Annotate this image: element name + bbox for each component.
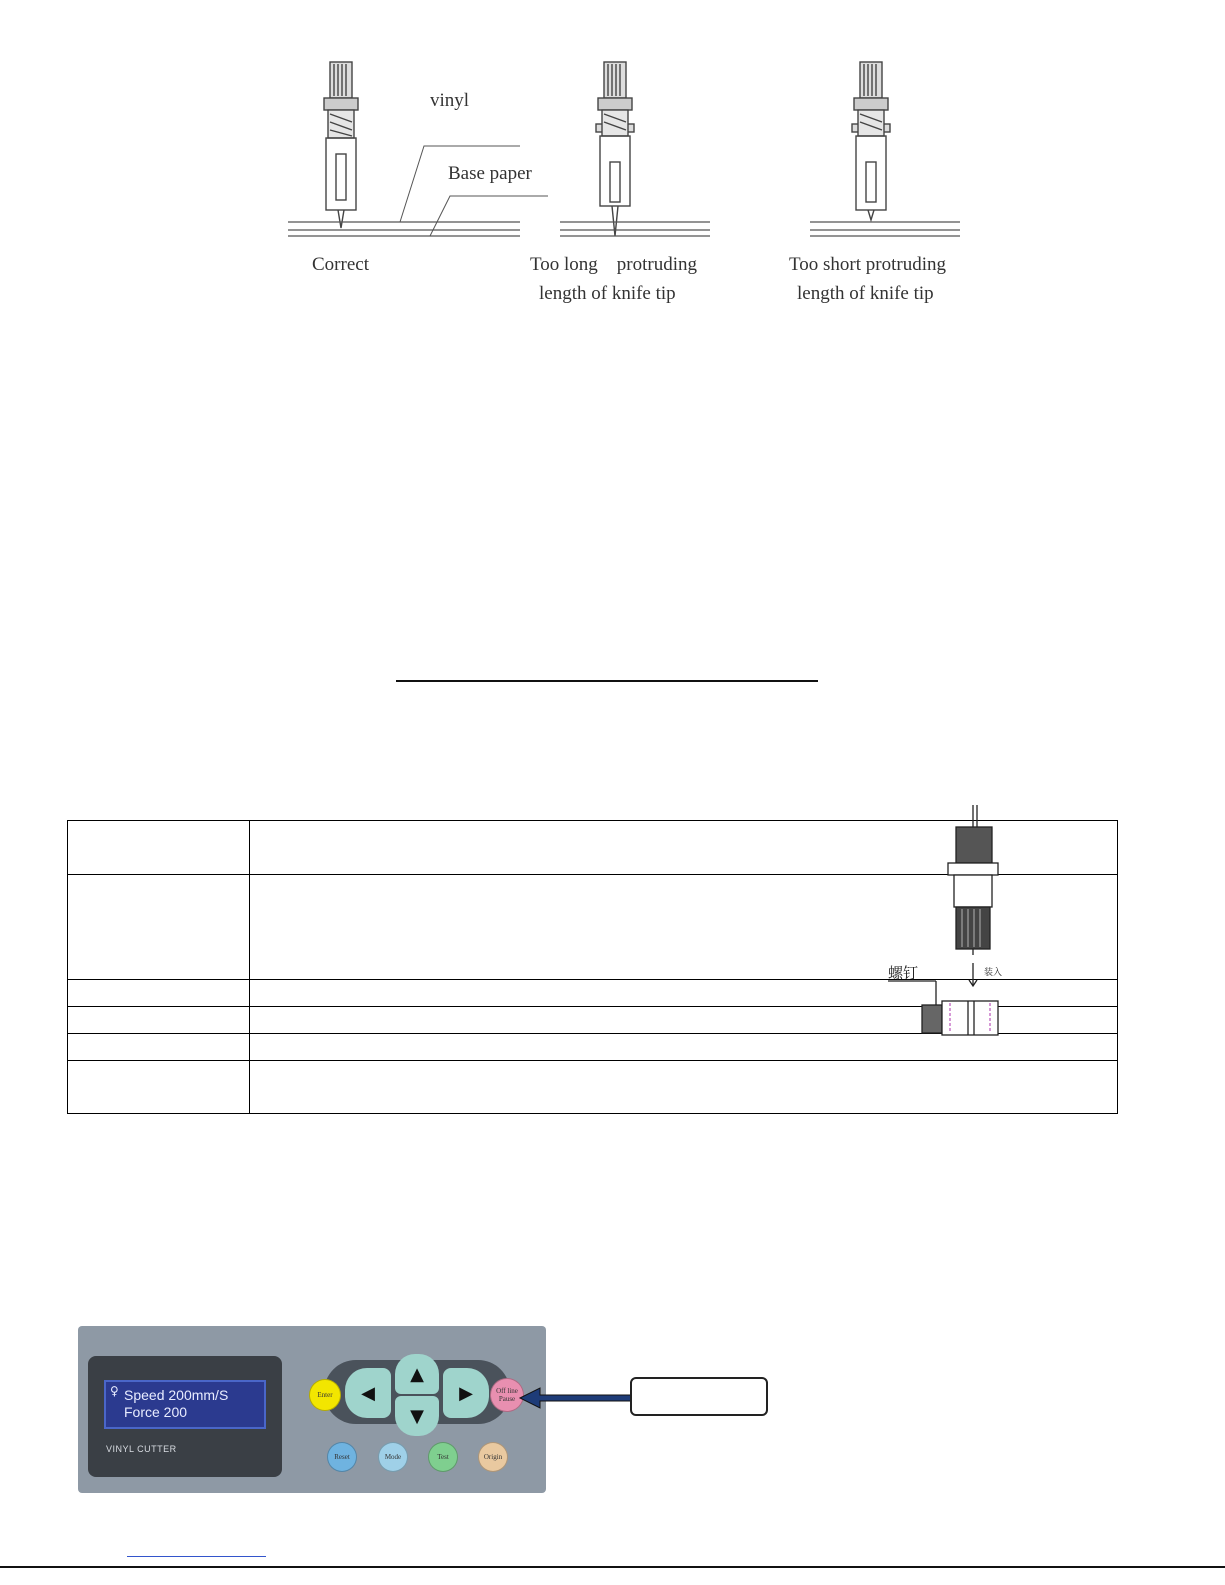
footer-link-underline bbox=[127, 1556, 266, 1557]
origin-button[interactable]: Origin bbox=[478, 1442, 508, 1472]
knife-holder-correct bbox=[324, 62, 358, 228]
table-cell bbox=[68, 1061, 250, 1114]
table-row bbox=[68, 1034, 1118, 1061]
knife-holder-too-short bbox=[852, 62, 890, 220]
table-row bbox=[68, 1061, 1118, 1114]
label-too-long-1: Too long protruding bbox=[530, 254, 698, 275]
label-vinyl: vinyl bbox=[430, 90, 470, 111]
arrow-down-icon: ▼ bbox=[410, 1405, 424, 1427]
lcd-frame bbox=[88, 1356, 282, 1477]
reset-button[interactable]: Reset bbox=[327, 1442, 357, 1472]
knife-holder-too-long bbox=[596, 62, 634, 236]
table-cell bbox=[250, 1034, 1118, 1061]
knife-tip-figure bbox=[270, 50, 990, 250]
test-button[interactable]: Test bbox=[428, 1442, 458, 1472]
table-cell bbox=[68, 980, 250, 1007]
label-too-short-1: Too short protruding bbox=[789, 254, 946, 275]
table-cell bbox=[68, 1034, 250, 1061]
callout-box bbox=[630, 1377, 768, 1416]
table-cell bbox=[68, 821, 250, 875]
label-insert: 装入 bbox=[984, 968, 1003, 978]
blade-holder-diagram bbox=[880, 805, 1020, 1037]
down-arrow-button[interactable] bbox=[395, 1396, 439, 1436]
lcd-line-1: Speed 200mm/S bbox=[124, 1387, 229, 1403]
arrow-up-icon: ▲ bbox=[410, 1363, 424, 1385]
label-too-long-2: length of knife tip bbox=[539, 283, 676, 304]
callout-arrow bbox=[518, 1386, 634, 1410]
table-cell bbox=[68, 875, 250, 980]
brand-label: VINYL CUTTER bbox=[106, 1444, 177, 1454]
control-panel bbox=[78, 1326, 546, 1493]
mode-button[interactable]: Mode bbox=[378, 1442, 408, 1472]
up-arrow-button[interactable] bbox=[395, 1354, 439, 1394]
footer-rule bbox=[0, 1566, 1225, 1568]
lcd-screen bbox=[104, 1380, 266, 1429]
arrow-left-icon: ◀ bbox=[361, 1382, 375, 1404]
knife-icon: ♀ bbox=[110, 1384, 119, 1398]
label-screw: 螺钉 bbox=[888, 964, 919, 982]
label-too-short-2: length of knife tip bbox=[797, 283, 934, 304]
offline-pause-button[interactable]: Off line Pause bbox=[490, 1378, 524, 1412]
lcd-line-2: Force 200 bbox=[124, 1404, 188, 1420]
table-cell bbox=[250, 1061, 1118, 1114]
enter-button[interactable]: Enter bbox=[309, 1379, 341, 1411]
left-arrow-button[interactable] bbox=[345, 1368, 391, 1418]
section-divider bbox=[396, 680, 818, 682]
base-lines bbox=[288, 222, 960, 236]
right-arrow-button[interactable] bbox=[443, 1368, 489, 1418]
label-base-paper: Base paper bbox=[448, 163, 532, 184]
label-correct: Correct bbox=[312, 254, 369, 275]
table-cell bbox=[68, 1007, 250, 1034]
arrow-right-icon: ▶ bbox=[459, 1382, 473, 1404]
